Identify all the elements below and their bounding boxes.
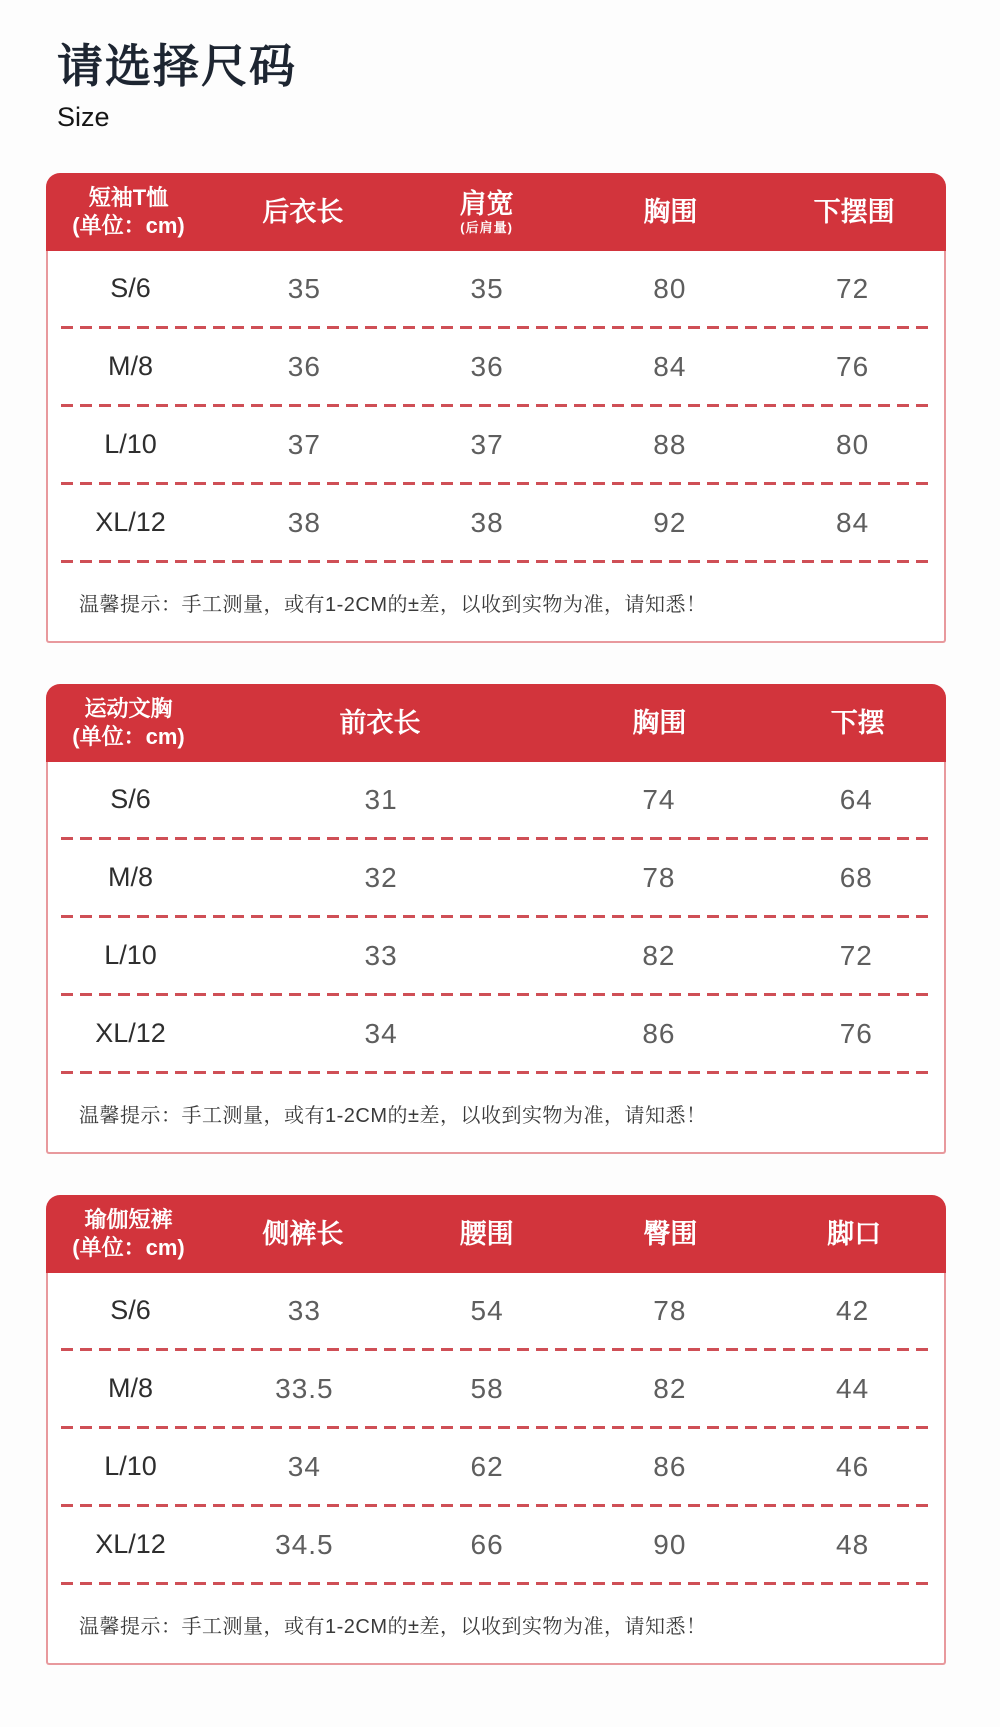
measurement-value: 37 [470,428,504,460]
size-label: M/8 [107,351,153,382]
column-header [395,1220,579,1248]
product-name: 运动文胸 [84,695,173,721]
measurement-value: 46 [836,1450,870,1482]
column-label: 胸围 [632,708,687,739]
measurement-value: 92 [653,506,687,538]
size-label: M/8 [107,862,153,893]
measurement-value: 72 [836,272,870,304]
measurement-value: 48 [836,1528,870,1560]
table-row [48,407,944,482]
table-body [46,762,946,1154]
measurement-value: 62 [470,1450,504,1482]
column-label: 肩宽 [459,188,514,219]
table-header [46,173,946,251]
size-label: S/6 [110,784,151,815]
table-body [46,1273,946,1665]
table-body [46,251,946,643]
measurement-value: 78 [642,861,676,893]
table-row [48,485,944,560]
product-name-cell [46,695,211,752]
measurement-value: 33.5 [275,1372,334,1404]
column-header [211,709,549,737]
table-row [48,1351,944,1426]
measurement-value: 37 [287,428,321,460]
column-header [579,1220,763,1248]
column-header [770,709,946,737]
measurement-value: 35 [287,272,321,304]
size-label: XL/12 [95,1018,166,1049]
size-tables [46,173,946,1665]
measurement-value: 84 [836,506,870,538]
measurement-note: 温馨提示：手工测量，或有1-2CM的±差，以收到实物为准，请知悉！ [79,1615,707,1638]
product-name-cell [46,184,211,241]
measurement-value: 38 [287,506,321,538]
measurement-value: 86 [653,1450,687,1482]
measurement-value: 36 [470,350,504,382]
measurement-value: 38 [470,506,504,538]
measurement-value: 88 [653,428,687,460]
column-header [762,198,946,226]
measurement-value: 90 [653,1528,687,1560]
column-label: 侧裤长 [262,1219,344,1250]
table-row [48,1429,944,1504]
page-title: 请选择尺码 [57,40,297,92]
column-label: 腰围 [459,1219,514,1250]
size-label: L/10 [104,1451,157,1482]
measurement-value: 72 [839,939,873,971]
table-row [48,251,944,326]
column-header [762,1220,946,1248]
page-subtitle: Size [57,101,110,132]
table-row [48,840,944,915]
table-header [46,1195,946,1273]
measurement-value: 66 [470,1528,504,1560]
measurement-value: 76 [836,350,870,382]
size-label: XL/12 [95,1529,166,1560]
measurement-value: 78 [653,1294,687,1326]
measurement-value: 32 [364,861,398,893]
measurement-value: 34 [287,1450,321,1482]
column-label: 下摆围 [813,197,895,228]
measurement-value: 76 [839,1017,873,1049]
unit-label: (单位：cm) [72,1235,185,1261]
measurement-value: 35 [470,272,504,304]
table-row [48,918,944,993]
size-label: L/10 [104,940,157,971]
measurement-value: 42 [836,1294,870,1326]
size-label: XL/12 [95,507,166,538]
table-row [48,996,944,1071]
table-row [48,1507,944,1582]
table-row [48,762,944,837]
size-label: S/6 [110,273,151,304]
measurement-value: 54 [470,1294,504,1326]
measurement-value: 33 [287,1294,321,1326]
column-label: 脚口 [827,1219,882,1250]
column-label: 臀围 [643,1219,698,1250]
measurement-value: 33 [364,939,398,971]
measurement-value: 36 [287,350,321,382]
measurement-value: 58 [470,1372,504,1404]
column-header [211,198,395,226]
measurement-value: 80 [653,272,687,304]
measurement-value: 74 [642,783,676,815]
size-table [46,1195,946,1665]
product-name-cell [46,1206,211,1263]
column-label: 胸围 [643,197,698,228]
column-header [395,190,579,235]
measurement-value: 86 [642,1017,676,1049]
measurement-value: 82 [642,939,676,971]
column-label: 下摆 [830,708,885,739]
measurement-value: 80 [836,428,870,460]
size-table [46,684,946,1154]
column-header [579,198,763,226]
column-header [549,709,770,737]
measurement-value: 34 [364,1017,398,1049]
table-row [48,1273,944,1348]
measurement-note: 温馨提示：手工测量，或有1-2CM的±差，以收到实物为准，请知悉！ [79,593,707,616]
size-table [46,173,946,643]
size-label: M/8 [107,1373,153,1404]
table-header [46,684,946,762]
measurement-value: 34.5 [275,1528,334,1560]
measurement-value: 31 [364,783,398,815]
unit-label: (单位：cm) [72,213,185,239]
measurement-value: 84 [653,350,687,382]
measurement-value: 44 [836,1372,870,1404]
measurement-value: 68 [839,861,873,893]
measurement-note: 温馨提示：手工测量，或有1-2CM的±差，以收到实物为准，请知悉！ [79,1104,707,1127]
unit-label: (单位：cm) [72,724,185,750]
table-row [48,329,944,404]
product-name: 瑜伽短裤 [84,1206,173,1232]
product-name: 短袖T恤 [88,184,169,210]
column-label: 前衣长 [339,708,421,739]
measurement-value: 64 [839,783,873,815]
column-label: 后衣长 [262,197,344,228]
size-label: L/10 [104,429,157,460]
column-sublabel: (后肩量) [460,220,513,236]
size-label: S/6 [110,1295,151,1326]
measurement-value: 82 [653,1372,687,1404]
column-header [211,1220,395,1248]
